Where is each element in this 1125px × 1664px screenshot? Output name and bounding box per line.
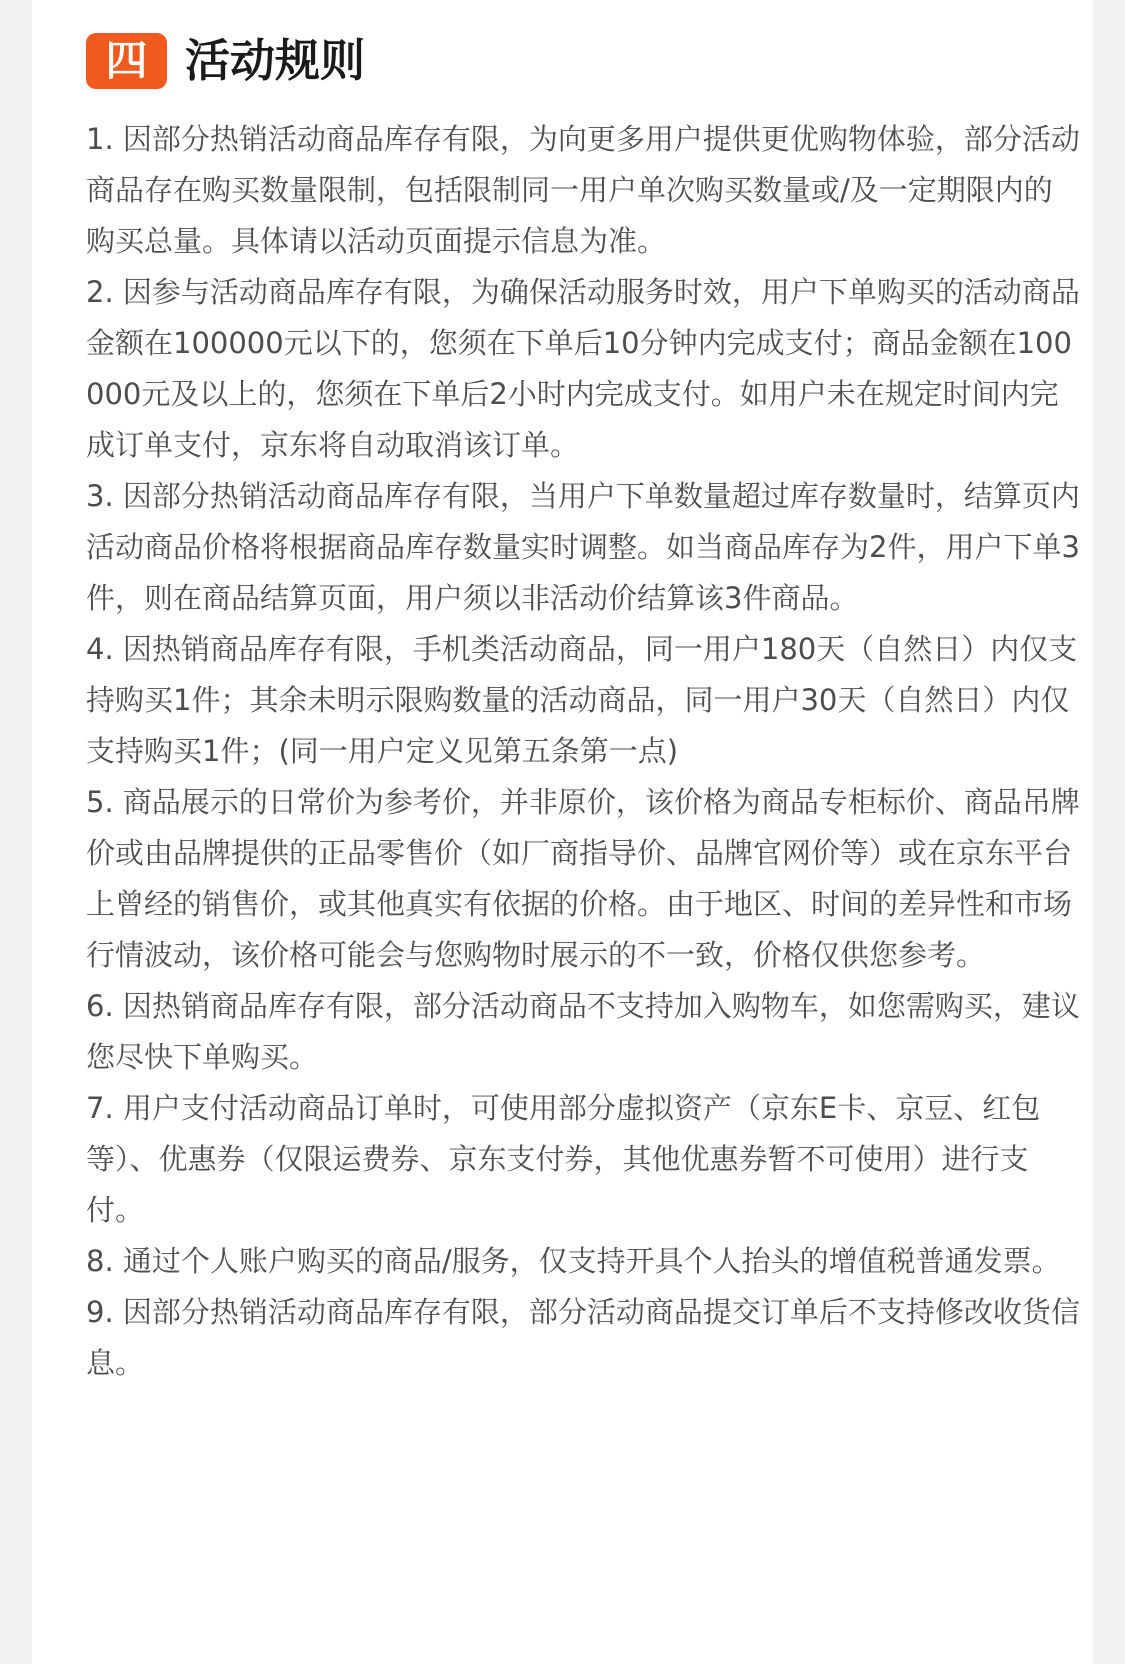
rule-text: 因热销商品库存有限，部分活动商品不支持加入购物车，如您需购买，建议您尽快下单购买。: [86, 989, 1080, 1074]
rule-text: 用户支付活动商品订单时，可使用部分虚拟资产（京东E卡、京豆、红包等）、优惠券（仅限运费券、京东支付券，其他优惠券暂不可使用）进行支付。: [86, 1091, 1041, 1227]
rule-number: 6.: [86, 989, 114, 1023]
rule-item: [86, 471, 1081, 624]
rules-card: [32, 0, 1093, 1664]
rule-number: 8.: [86, 1244, 114, 1278]
rule-number: 1.: [86, 122, 114, 156]
rule-item: [86, 624, 1081, 777]
rule-number: 3.: [86, 479, 114, 513]
section-title: 活动规则: [185, 34, 366, 87]
section-number-badge: 四: [86, 33, 167, 89]
rules-list: [86, 114, 1081, 1389]
rule-item: [86, 777, 1081, 981]
rule-text: 因部分热销活动商品库存有限，当用户下单数量超过库存数量时，结算页内活动商品价格将根据商品库存数量实时调整。如当商品库存为2件，用户下单3件，则在商品结算页面，用户须以非活动价结算该3件商品。: [86, 479, 1080, 615]
rule-text: 因部分热销活动商品库存有限，为向更多用户提供更优购物体验，部分活动商品存在购买数量限制，包括限制同一用户单次购买数量或/及一定期限内的购买总量。具体请以活动页面提示信息为准。: [86, 122, 1080, 258]
rule-number: 2.: [86, 275, 114, 309]
rule-number: 4.: [86, 632, 114, 666]
rule-text: 因部分热销活动商品库存有限，部分活动商品提交订单后不支持修改收货信息。: [86, 1295, 1080, 1380]
rule-text: 因热销商品库存有限，手机类活动商品，同一用户180天（自然日）内仅支持购买1件；其余未明示限购数量的活动商品，同一用户30天（自然日）内仅支持购买1件；(同一用户定义见第五条第一点): [86, 632, 1078, 768]
rule-number: 7.: [86, 1091, 114, 1125]
rule-text: 因参与活动商品库存有限，为确保活动服务时效，用户下单购买的活动商品金额在100000元以下的，您须在下单后10分钟内完成支付；商品金额在100000元及以上的，您须在下单后2小时内完成支付。如用户未在规定时间内完成订单支付，京东将自动取消该订单。: [86, 275, 1080, 462]
rule-item: [86, 1236, 1081, 1287]
rule-text: 商品展示的日常价为参考价，并非原价，该价格为商品专柜标价、商品吊牌价或由品牌提供的正品零售价（如厂商指导价、品牌官网价等）或在京东平台上曾经的销售价，或其他真实有依据的价格。由于地区、时间的差异性和市场行情波动，该价格可能会与您购物时展示的不一致，价格仅供您参考。: [86, 785, 1080, 972]
rule-number: 5.: [86, 785, 114, 819]
rule-item: [86, 267, 1081, 471]
rule-item: [86, 114, 1081, 267]
rule-item: [86, 1287, 1081, 1389]
rule-number: 9.: [86, 1295, 114, 1329]
rule-item: [86, 1083, 1081, 1236]
rule-item: [86, 981, 1081, 1083]
rule-text: 通过个人账户购买的商品/服务，仅支持开具个人抬头的增值税普通发票。: [122, 1244, 1061, 1278]
section-header: [86, 33, 365, 89]
